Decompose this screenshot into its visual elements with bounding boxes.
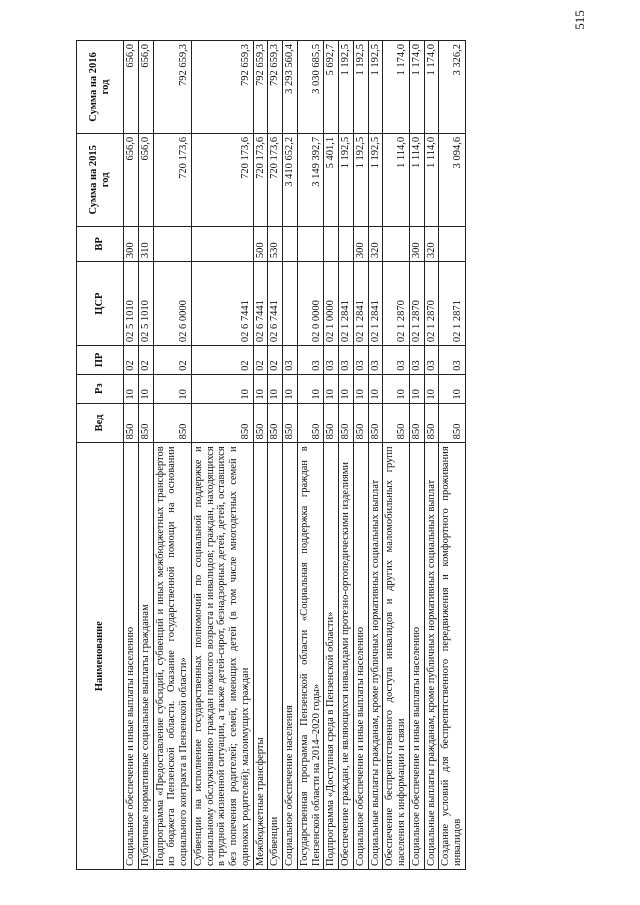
- table-cell-csr: 02 5 1010: [124, 262, 139, 346]
- table-cell-csr: 02 1 2841: [368, 262, 383, 346]
- table-cell-vr: [153, 226, 191, 261]
- table-cell-vr: 310: [138, 226, 153, 261]
- table-row: [253, 41, 268, 870]
- table-cell-rz: 10: [124, 374, 139, 403]
- table-cell-ved: 850: [324, 403, 339, 443]
- table-cell-sum-2016: 792 659,3: [153, 41, 191, 134]
- table-cell-sum-2016: 5 692,7: [324, 41, 339, 134]
- table-cell-ved: 850: [409, 403, 424, 443]
- table-cell-ved: 850: [353, 403, 368, 443]
- table-cell-sum-2016: 1 174,0: [424, 41, 439, 134]
- table-cell-ved: 850: [124, 403, 139, 443]
- table-cell-rz: 10: [268, 374, 283, 403]
- table-cell-sum-2015: 1 192,5: [368, 133, 383, 226]
- table-cell-vr: [339, 226, 354, 261]
- table-cell-sum-2016: 656,0: [138, 41, 153, 134]
- table-cell-csr: [283, 262, 298, 346]
- table-cell-rz: 10: [424, 374, 439, 403]
- header-ved: Вед: [77, 403, 124, 443]
- table-cell-name: Субвенции на исполнение государственных полномочий по социальной поддержке и социальному обслуживанию граждан пожилого возраста и инвалидов; граждан, находящихся в трудной жизненной ситуации, а также детей-сирот, безнадзорных детей, детей, оставшихся без попечения родителей; семей, имеющих детей (в том числе многодетных семей и одиноких родителей); малоимущих граждан: [191, 443, 253, 870]
- table-cell-sum-2016: 792 659,3: [191, 41, 253, 134]
- table-cell-pr: 02: [153, 346, 191, 375]
- table-cell-sum-2016: 1 174,0: [409, 41, 424, 134]
- table-cell-vr: 500: [253, 226, 268, 261]
- table-cell-name: Обеспечение беспрепятственного доступа инвалидов и других маломобильных групп населения к информации и связи: [383, 443, 410, 870]
- table-row: [339, 41, 354, 870]
- table-cell-csr: 02 5 1010: [138, 262, 153, 346]
- table-cell-ved: 850: [253, 403, 268, 443]
- table-cell-name: Межбюджетные трансферты: [253, 443, 268, 870]
- table-cell-pr: 02: [268, 346, 283, 375]
- table-cell-ved: 850: [424, 403, 439, 443]
- table-cell-rz: 10: [353, 374, 368, 403]
- table-cell-name: Социальное обеспечение и иные выплаты населению: [353, 443, 368, 870]
- table-cell-ved: 850: [439, 403, 466, 443]
- table-cell-ved: 850: [339, 403, 354, 443]
- table-cell-vr: [324, 226, 339, 261]
- table-cell-vr: [283, 226, 298, 261]
- table-cell-rz: 10: [283, 374, 298, 403]
- table-cell-ved: 850: [297, 403, 324, 443]
- table-cell-vr: 300: [409, 226, 424, 261]
- header-csr: ЦСР: [77, 262, 124, 346]
- table-cell-rz: 10: [253, 374, 268, 403]
- table-cell-name: Социальные выплаты гражданам, кроме публичных нормативных социальных выплат: [368, 443, 383, 870]
- table-cell-pr: 03: [353, 346, 368, 375]
- table-cell-vr: [191, 226, 253, 261]
- table-cell-sum-2015: 656,0: [138, 133, 153, 226]
- table-cell-pr: 03: [424, 346, 439, 375]
- table-cell-pr: 03: [383, 346, 410, 375]
- table-cell-csr: 02 6 7441: [268, 262, 283, 346]
- header-sum-2016: Сумма на 2016 год: [77, 41, 124, 134]
- table-row: [268, 41, 283, 870]
- table-cell-sum-2016: 1 192,5: [339, 41, 354, 134]
- table-row: [283, 41, 298, 870]
- table-cell-csr: 02 6 7441: [191, 262, 253, 346]
- table-cell-sum-2015: 1 114,0: [409, 133, 424, 226]
- table-cell-csr: 02 1 2871: [439, 262, 466, 346]
- table-cell-vr: [383, 226, 410, 261]
- table-cell-sum-2016: 3 293 560,4: [283, 41, 298, 134]
- table-cell-sum-2015: 3 094,6: [439, 133, 466, 226]
- table-cell-ved: 850: [383, 403, 410, 443]
- budget-table: [76, 40, 466, 870]
- table-row: [424, 41, 439, 870]
- table-row: [191, 41, 253, 870]
- table-cell-sum-2015: 720 173,6: [268, 133, 283, 226]
- table-cell-sum-2016: 792 659,3: [253, 41, 268, 134]
- header-sum-2015: Сумма на 2015 год: [77, 133, 124, 226]
- table-row: [353, 41, 368, 870]
- table-cell-pr: 02: [138, 346, 153, 375]
- table-cell-sum-2015: 720 173,6: [253, 133, 268, 226]
- table-cell-pr: 03: [283, 346, 298, 375]
- table-cell-sum-2016: 656,0: [124, 41, 139, 134]
- table-cell-name: Создание условий для беспрепятственного передвижения и комфортного проживания инвалидов: [439, 443, 466, 870]
- table-cell-ved: 850: [283, 403, 298, 443]
- table-cell-csr: 02 0 0000: [297, 262, 324, 346]
- table-row: [153, 41, 191, 870]
- table-cell-sum-2016: 1 192,5: [353, 41, 368, 134]
- table-cell-vr: 320: [424, 226, 439, 261]
- table-cell-sum-2015: 656,0: [124, 133, 139, 226]
- table-cell-csr: 02 1 2870: [409, 262, 424, 346]
- header-pr: ПР: [77, 346, 124, 375]
- table-cell-ved: 850: [153, 403, 191, 443]
- table-cell-sum-2015: 1 114,0: [424, 133, 439, 226]
- table-cell-name: Социальное обеспечение населения: [283, 443, 298, 870]
- table-cell-sum-2015: 1 192,5: [339, 133, 354, 226]
- table-row: [439, 41, 466, 870]
- table-cell-name: Публичные нормативные социальные выплаты гражданам: [138, 443, 153, 870]
- table-cell-rz: 10: [153, 374, 191, 403]
- table-cell-sum-2015: 3 410 652,2: [283, 133, 298, 226]
- table-cell-rz: 10: [191, 374, 253, 403]
- table-cell-name: Субвенции: [268, 443, 283, 870]
- table-cell-sum-2015: 3 149 392,7: [297, 133, 324, 226]
- table-cell-sum-2015: 1 192,5: [353, 133, 368, 226]
- table-cell-name: Социальное обеспечение и иные выплаты населению: [409, 443, 424, 870]
- table-cell-csr: 02 6 7441: [253, 262, 268, 346]
- table-cell-sum-2016: 1 192,5: [368, 41, 383, 134]
- table-row: [124, 41, 139, 870]
- table-cell-sum-2016: 3 326,2: [439, 41, 466, 134]
- table-cell-pr: 02: [124, 346, 139, 375]
- table-cell-rz: 10: [383, 374, 410, 403]
- table-cell-rz: 10: [297, 374, 324, 403]
- table-cell-name: Социальное обеспечение и иные выплаты населению: [124, 443, 139, 870]
- table-cell-rz: 10: [138, 374, 153, 403]
- table-row: [138, 41, 153, 870]
- table-cell-rz: 10: [409, 374, 424, 403]
- table-cell-name: Подпрограмма «Предоставление субсидий, субвенций и иных межбюджетных трансфертов из бюджета Пензенской области. Оказание государственной помощи на основании социального контракта в Пензенской области»: [153, 443, 191, 870]
- table-cell-sum-2016: 792 659,3: [268, 41, 283, 134]
- table-cell-csr: 02 6 0000: [153, 262, 191, 346]
- table-cell-rz: 10: [368, 374, 383, 403]
- table-cell-ved: 850: [191, 403, 253, 443]
- table-cell-vr: [439, 226, 466, 261]
- table-cell-pr: 02: [253, 346, 268, 375]
- table-cell-rz: 10: [324, 374, 339, 403]
- table-cell-pr: 03: [439, 346, 466, 375]
- table-cell-vr: 320: [368, 226, 383, 261]
- header-name: Наименование: [77, 443, 124, 870]
- table-cell-vr: 300: [353, 226, 368, 261]
- table-row: [324, 41, 339, 870]
- table-cell-name: Обеспечение граждан, не являющихся инвалидами протезно-ортопедическими изделиями: [339, 443, 354, 870]
- header-vr: ВР: [77, 226, 124, 261]
- table-header-row: [77, 41, 124, 870]
- table-cell-pr: 03: [339, 346, 354, 375]
- table-cell-vr: 530: [268, 226, 283, 261]
- table-cell-name: Государственная программа Пензенской области «Социальная поддержка граждан в Пензенской области на 2014–2020 годы»: [297, 443, 324, 870]
- table-cell-csr: 02 1 2870: [424, 262, 439, 346]
- table-cell-pr: 03: [409, 346, 424, 375]
- table-cell-pr: 03: [324, 346, 339, 375]
- table-row: [368, 41, 383, 870]
- table-cell-csr: 02 1 2870: [383, 262, 410, 346]
- table-cell-name: Подпрограмма «Доступная среда в Пензенской области»: [324, 443, 339, 870]
- table-cell-ved: 850: [268, 403, 283, 443]
- table-cell-sum-2016: 3 030 685,5: [297, 41, 324, 134]
- table-cell-sum-2015: 5 401,1: [324, 133, 339, 226]
- table-cell-sum-2015: 720 173,6: [191, 133, 253, 226]
- table-cell-rz: 10: [339, 374, 354, 403]
- table-cell-vr: [297, 226, 324, 261]
- table-body: [124, 41, 466, 870]
- table-cell-ved: 850: [138, 403, 153, 443]
- table-cell-csr: 02 1 2841: [339, 262, 354, 346]
- table-cell-sum-2015: 720 173,6: [153, 133, 191, 226]
- table-row: [409, 41, 424, 870]
- rotated-budget-table-container: [76, 40, 576, 870]
- table-row: [383, 41, 410, 870]
- table-cell-sum-2016: 1 174,0: [383, 41, 410, 134]
- table-cell-ved: 850: [368, 403, 383, 443]
- table-cell-vr: 300: [124, 226, 139, 261]
- table-cell-csr: 02 1 0000: [324, 262, 339, 346]
- header-rz: Рз: [77, 374, 124, 403]
- table-cell-rz: 10: [439, 374, 466, 403]
- table-cell-csr: 02 1 2841: [353, 262, 368, 346]
- table-cell-pr: 03: [297, 346, 324, 375]
- table-row: [297, 41, 324, 870]
- table-cell-pr: 03: [368, 346, 383, 375]
- table-cell-pr: 02: [191, 346, 253, 375]
- table-cell-sum-2015: 1 114,0: [383, 133, 410, 226]
- table-cell-name: Социальные выплаты гражданам, кроме публичных нормативных социальных выплат: [424, 443, 439, 870]
- page-number: 515: [572, 10, 587, 30]
